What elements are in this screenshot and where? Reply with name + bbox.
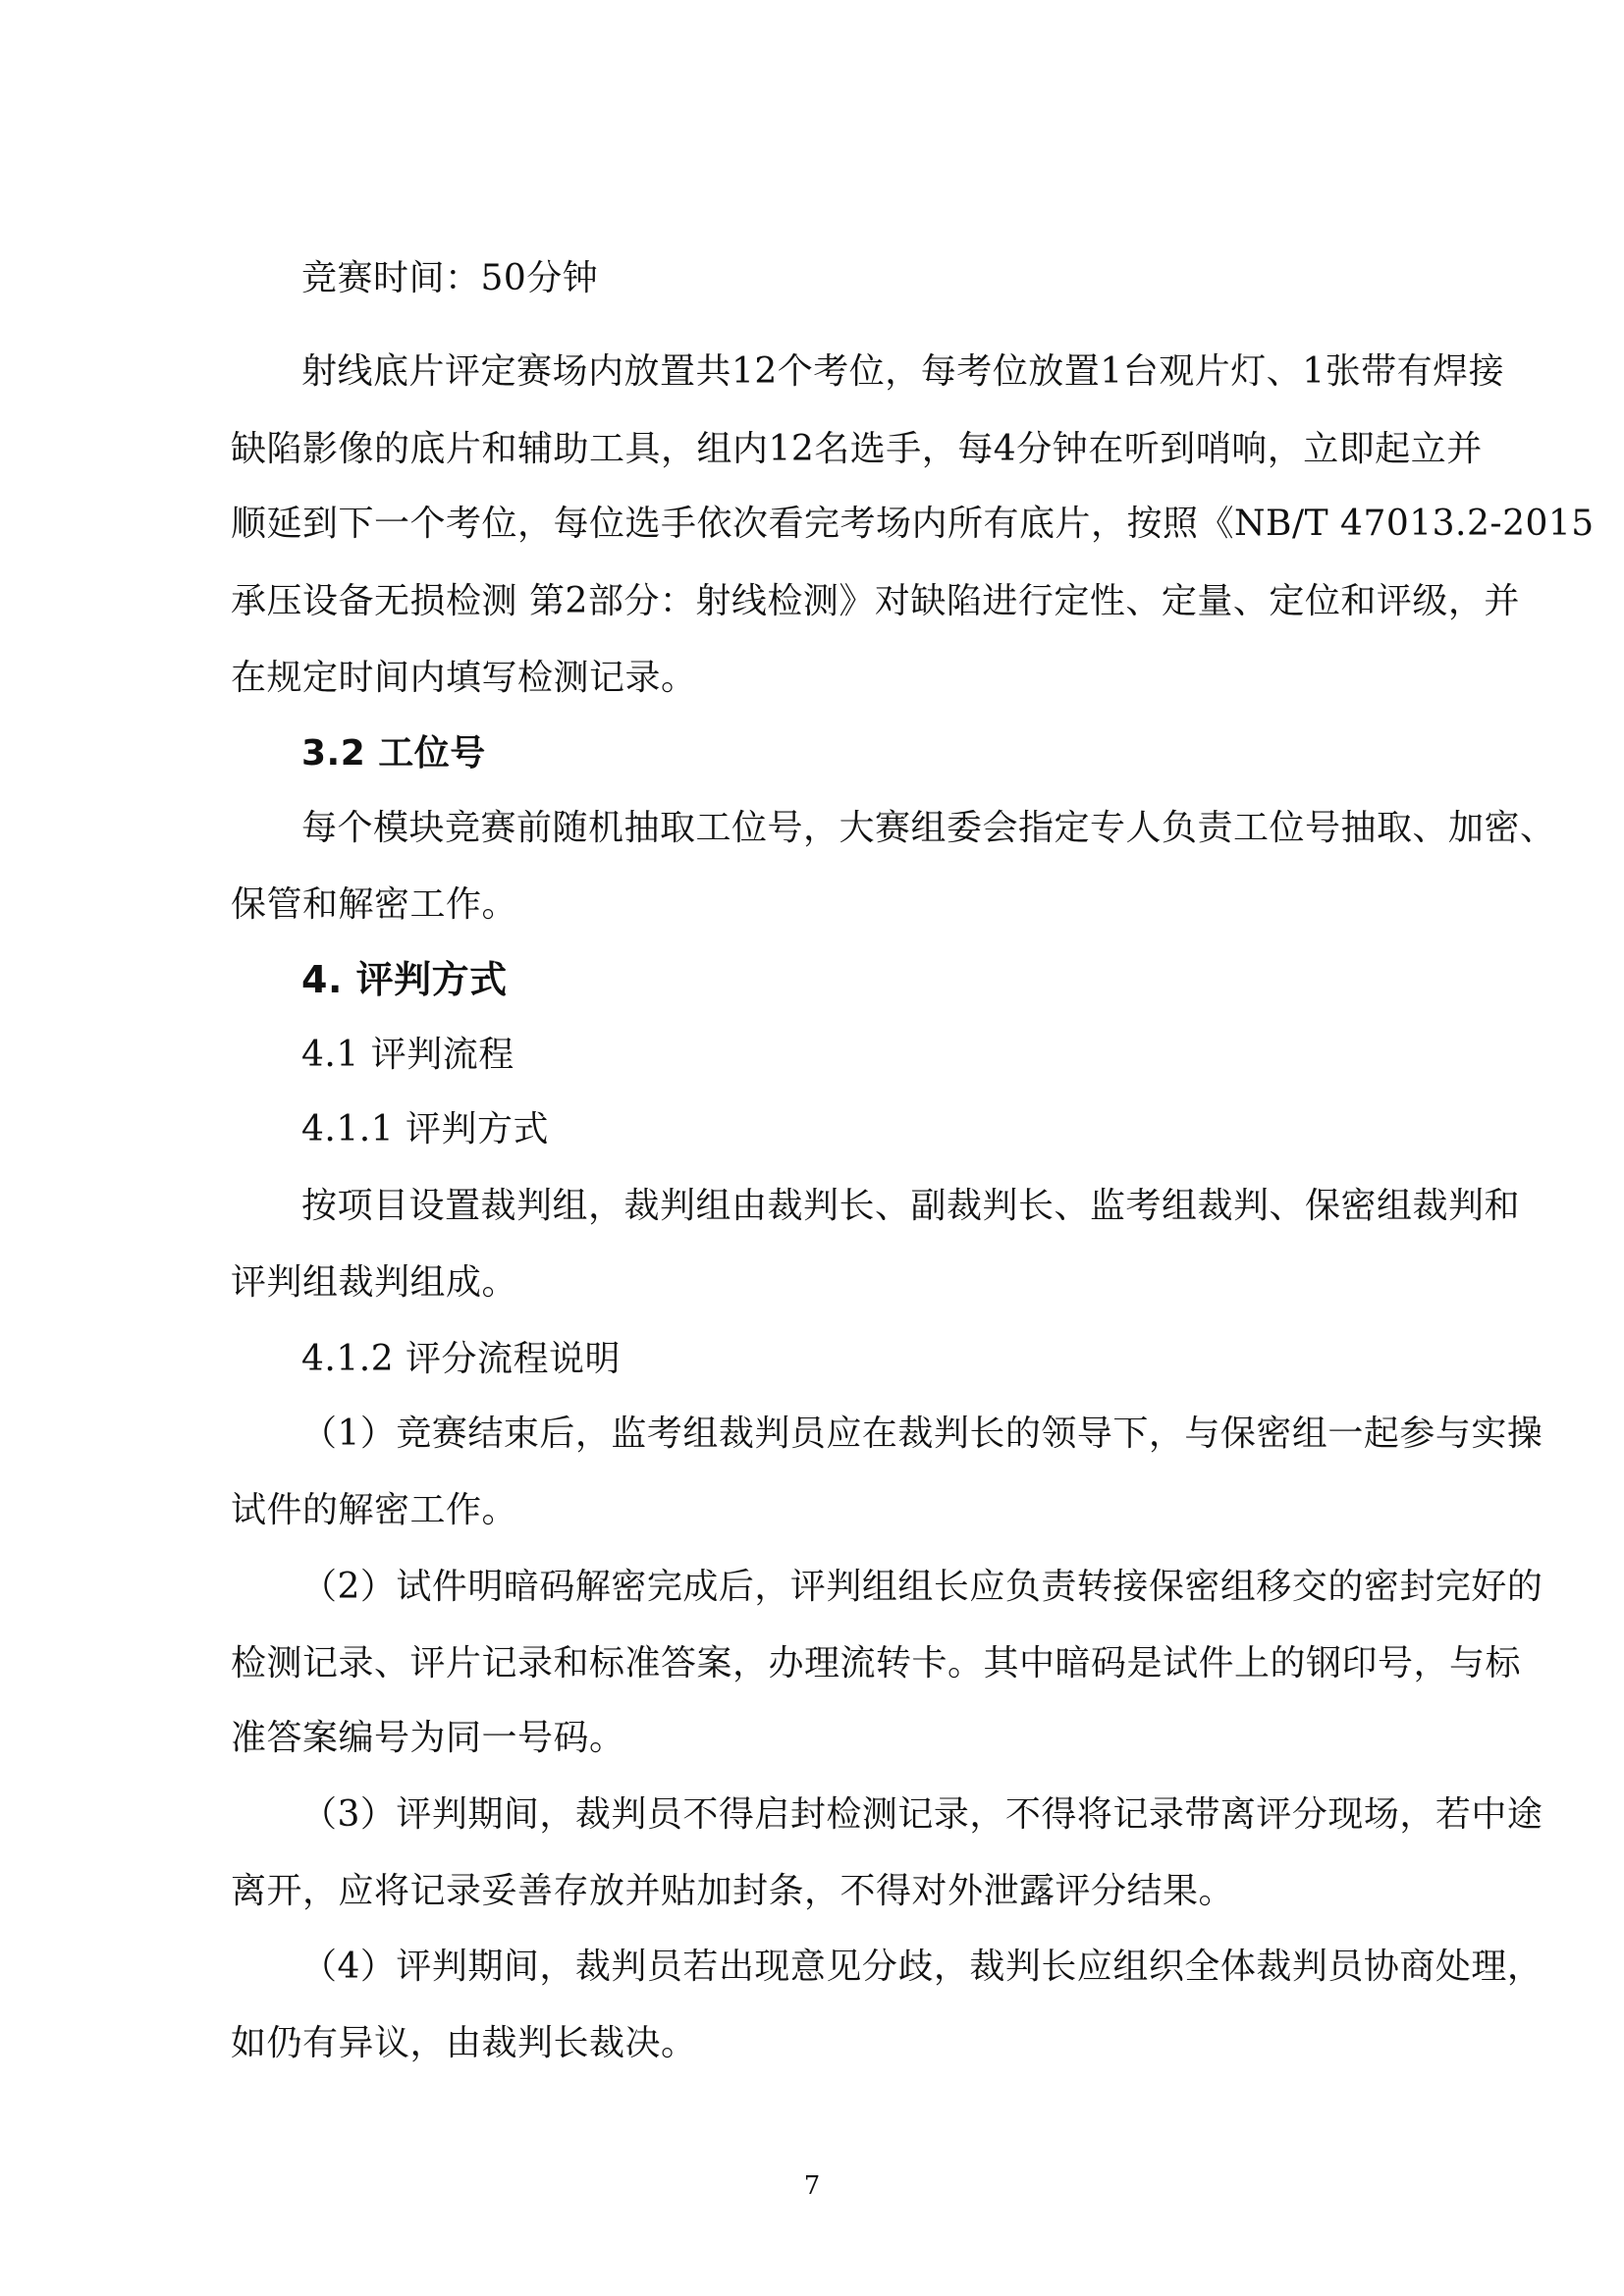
paragraph-line: 承压设备无损检测 第2部分：射线检测》对缺陷进行定性、定量、定位和评级，并	[231, 581, 1520, 621]
list-item-line: 准答案编号为同一号码。	[231, 1718, 625, 1758]
list-item-line: （1）竞赛结束后，监考组裁判员应在裁判长的领导下，与保密组一起参与实操	[301, 1414, 1543, 1454]
paragraph-line: 顺延到下一个考位，每位选手依次看完考场内所有底片，按照《NB/T 47013.2-2015	[231, 504, 1595, 544]
paragraph-line: 射线底片评定赛场内放置共12个考位，每考位放置1台观片灯、1张带有焊接	[301, 351, 1505, 392]
paragraph-line: 保管和解密工作。	[231, 884, 518, 925]
competition-time: 竞赛时间：50分钟	[301, 258, 599, 298]
list-item-line: （3）评判期间，裁判员不得启封检测记录，不得将记录带离评分现场，若中途	[301, 1794, 1543, 1835]
subsection-heading-4-1-2: 4.1.2 评分流程说明	[301, 1339, 622, 1379]
list-item-line: （4）评判期间，裁判员若出现意见分歧，裁判长应组织全体裁判员协商处理，	[301, 1947, 1543, 1987]
page-number: 7	[803, 2171, 821, 2201]
paragraph-line: 在规定时间内填写检测记录。	[231, 658, 697, 698]
section-heading-4: 4. 评判方式	[301, 958, 508, 1001]
paragraph-line: 按项目设置裁判组，裁判组由裁判长、副裁判长、监考组裁判、保密组裁判和	[301, 1186, 1521, 1226]
subsection-heading-4-1-1: 4.1.1 评判方式	[301, 1109, 550, 1149]
paragraph-line: 每个模块竞赛前随机抽取工位号，大赛组委会指定专人负责工位号抽取、加密、	[301, 808, 1556, 848]
paragraph-line: 缺陷影像的底片和辅助工具，组内12名选手，每4分钟在听到哨响，立即起立并	[231, 429, 1483, 469]
list-item-line: 试件的解密工作。	[231, 1490, 518, 1530]
list-item-line: （2）试件明暗码解密完成后，评判组组长应负责转接保密组移交的密封完好的	[301, 1567, 1543, 1607]
list-item-line: 如仍有异议，由裁判长裁决。	[231, 2023, 697, 2063]
paragraph-line: 评判组裁判组成。	[231, 1262, 518, 1303]
subsection-heading-4-1: 4.1 评判流程	[301, 1035, 514, 1075]
section-heading-3-2: 3.2 工位号	[301, 733, 486, 774]
list-item-line: 离开，应将记录妥善存放并贴加封条，不得对外泄露评分结果。	[231, 1871, 1235, 1911]
list-item-line: 检测记录、评片记录和标准答案，办理流转卡。其中暗码是试件上的钢印号，与标	[231, 1643, 1522, 1683]
